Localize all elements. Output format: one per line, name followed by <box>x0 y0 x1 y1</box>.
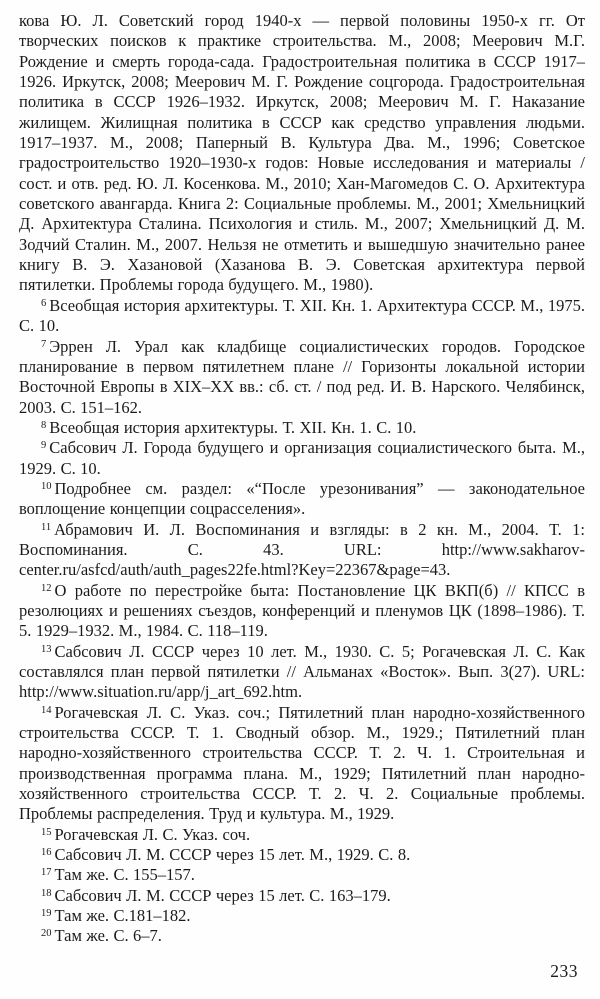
footnote-text: Там же. С. 6–7. <box>54 926 162 946</box>
footnote-text: Эррен Л. Урал как кладбище социалистических городов. Городское планирование в первом пятилетнем плане // Горизонты локальной истории Восточной Европы в XIX–XX вв.: сб. ст. / под ред. И. В. Нарского. Челябинск, 2003. С. 151–162. <box>19 336 585 417</box>
footnote-continuation-paragraph: кова Ю. Л. Советский город 1940-х — первой половины 1950-х гг. От творческих поисков к практике строительства. М., 2008; Меерович М.Г. Рождение и смерть города-сада. Градостроительная политика в СССР 1917–1926. Иркутск, 2008; Меерович М. Г. Рождение соцгорода. Градостроительная политика в СССР 1926–1932. Иркутск, 2008; Меерович М. Г. Наказание жилищем. Жилищная политика в СССР как средство управления людьми. 1917–1937. М., 2008; Паперный В. Культура Два. М., 1996; Советское градостроительство 1920–1930-х годов: Новые исследования и материалы / сост. и отв. ред. Ю. Л. Косенкова. М., 2010; Хан-Магомедов С. О. Архитектура советского авангарда. Книга 2: Социальные проблемы. М., 2001; Хмельницкий Д. Архитектура Сталина. Психология и стиль. М., 2007; Хмельницкий Д. М. Зодчий Сталин. М., 2007. Нельзя не отметить и вышедшую значительно ранее книгу В. Э. Хазановой (Хазанова В. Э. Советская архитектура первой пятилетки. Проблемы города будущего. М., 1980). <box>19 11 585 295</box>
footnote-text: Сабсович Л. Города будущего и организация социалистического быта. М., 1929. С. 10. <box>19 438 585 478</box>
footnote-item <box>19 865 585 885</box>
page-number: 233 <box>550 961 578 981</box>
footnote-item <box>19 337 585 418</box>
footnote-number: 14 <box>41 704 52 716</box>
footnote-item <box>19 642 585 703</box>
footnote-item <box>19 479 585 520</box>
footnote-number: 16 <box>41 847 52 859</box>
footnote-text: Сабсович Л. М. СССР через 15 лет. М., 1929. С. 8. <box>54 845 411 865</box>
footnote-item <box>19 581 585 642</box>
footnote-number: 15 <box>41 826 52 838</box>
footnote-number: 17 <box>41 867 52 879</box>
footnote-text: О работе по перестройке быта: Постановление ЦК ВКП(б) // КПСС в резолюциях и решениях съездов, конференций и пленумов ЦК (1898–1986). Т. 5. 1929–1932. М., 1984. С. 118–119. <box>19 580 585 641</box>
footnote-item <box>19 825 585 845</box>
footnote-text: Абрамович И. Л. Воспоминания и взгляды: в 2 кн. М., 2004. Т. 1: Воспоминания. С. 43. URL: http://www.sakharov-center.ru/asfcd/auth/auth_pages22fe.html?Key=22367&page=43. <box>19 519 585 580</box>
footnote-item <box>19 520 585 581</box>
footnote-item <box>19 926 585 946</box>
footnote-text: Сабсович Л. СССР через 10 лет. М., 1930. С. 5; Рогачевская Л. С. Как составлялся план первой пятилетки // Альманах «Восток». Вып. 3(27). URL: http://www.situation.ru/app/j_art_692.htm. <box>19 641 585 702</box>
footnote-item <box>19 906 585 926</box>
text-block <box>19 11 585 947</box>
footnote-text: Там же. С.181–182. <box>54 906 191 926</box>
footnote-text: Рогачевская Л. С. Указ. соч.; Пятилетний план народно-хозяйственного строительства СССР. Т. 1. Сводный обзор. М., 1929.; Пятилетний план народно-хозяйственного строительства СССР. Т. 2. Ч. 1. Строительная и производственная программа плана. М., 1929; Пятилетний план народно-хозяйственного строительства СССР. Т. 2. Ч. 2. Социальные проблемы. Проблемы распределения. Труд и культура. М., 1929. <box>19 702 585 824</box>
footnote-number: 7 <box>41 338 47 350</box>
footnote-number: 9 <box>41 440 47 452</box>
footnote-number: 20 <box>41 928 52 940</box>
footnote-number: 11 <box>41 521 52 533</box>
footnote-number: 10 <box>41 480 52 492</box>
footnote-number: 12 <box>41 582 52 594</box>
footnote-text: Сабсович Л. М. СССР через 15 лет. С. 163–179. <box>54 885 391 905</box>
footnote-number: 6 <box>41 297 47 309</box>
footnote-text: Всеобщая история архитектуры. Т. XII. Кн. 1. С. 10. <box>49 417 417 437</box>
footnote-number: 8 <box>41 419 47 431</box>
footnote-number: 19 <box>41 908 52 920</box>
footnote-text: Всеобщая история архитектуры. Т. XII. Кн. 1. Архитектура СССР. М., 1975. С. 10. <box>19 295 585 336</box>
footnote-item <box>19 703 585 825</box>
footnote-item <box>19 296 585 337</box>
footnote-item <box>19 438 585 479</box>
footnote-text: Подробнее см. раздел: «“После урезонивания” — законодательное воплощение концепции соцрасселения». <box>19 478 585 519</box>
footnote-number: 18 <box>41 887 52 899</box>
footnote-item <box>19 845 585 865</box>
footnote-number: 13 <box>41 643 52 655</box>
footnote-text: Рогачевская Л. С. Указ. соч. <box>54 824 251 844</box>
footnote-item <box>19 886 585 906</box>
footnote-text: Там же. С. 155–157. <box>54 865 195 885</box>
footnote-item <box>19 418 585 438</box>
